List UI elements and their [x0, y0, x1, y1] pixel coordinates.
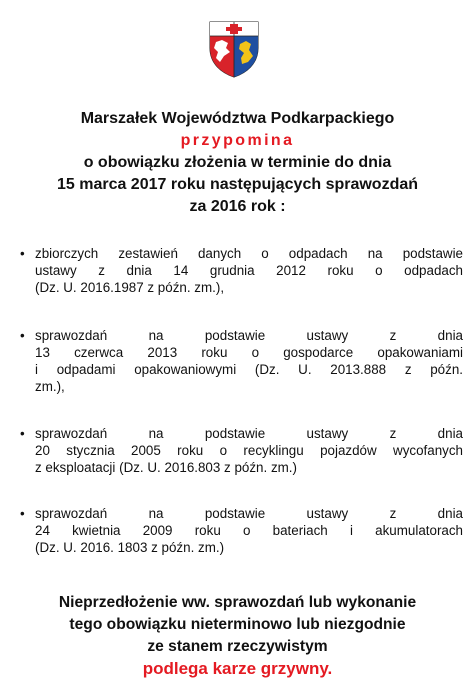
list-item-line: 13 czerwca 2013 roku o gospodarce opakowaniami — [35, 345, 463, 360]
footer-line-1: Nieprzedłożenie ww. sprawozdań lub wykonanie — [58, 594, 417, 611]
list-item — [20, 245, 463, 296]
header — [0, 108, 475, 218]
list-item — [20, 505, 463, 556]
footer-notice — [0, 592, 475, 680]
list-item — [20, 425, 463, 476]
list-item-line: ustawy z dnia 14 grudnia 2012 roku o odpadach — [35, 263, 463, 278]
header-title: Marszałek Województwa Podkarpackiego — [80, 110, 395, 127]
header-text-line-4: 15 marca 2017 roku następujących sprawozdań — [56, 176, 419, 193]
list-item-line: 20 stycznia 2005 roku o recyklingu pojazdów wycofanych — [35, 443, 463, 458]
bullet-icon: • — [20, 246, 25, 261]
bullet-icon: • — [20, 328, 25, 343]
list-item-line: sprawozdań na podstawie ustawy z dnia — [35, 426, 463, 441]
header-text-line-5: za 2016 rok : — [189, 198, 286, 215]
list-item-line: zbiorczych zestawień danych o odpadach na podstawie — [35, 246, 463, 261]
list-item-line: i odpadami opakowaniowymi (Dz. U. 2013.888 z późn. — [35, 362, 463, 377]
list-item-line: 24 kwietnia 2009 roku o bateriach i akumulatorach — [35, 523, 463, 538]
list-item-line: sprawozdań na podstawie ustawy z dnia — [35, 506, 463, 521]
list-item-line: zm.), — [35, 379, 65, 394]
list-item-line: z eksploatacji (Dz. U. 2016.803 z późn. zm.) — [35, 460, 297, 475]
bullet-icon: • — [20, 426, 25, 441]
header-reminder: przypomina — [180, 132, 295, 149]
footer-line-3: ze stanem rzeczywistym — [147, 638, 328, 655]
bullet-icon: • — [20, 506, 25, 521]
coat-of-arms-icon — [208, 20, 260, 78]
list-item-line: (Dz. U. 2016. 1803 z późn. zm.) — [35, 540, 225, 555]
header-text-line-3: o obowiązku złożenia w terminie do dnia — [83, 154, 392, 171]
footer-penalty: podlega karze grzywny. — [142, 659, 333, 678]
list-item-line: (Dz. U. 2016.1987 z późn. zm.), — [35, 280, 225, 295]
report-list — [20, 245, 463, 587]
footer-line-2: tego obowiązku nieterminowo lub niezgodnie — [69, 616, 406, 633]
list-item-line: sprawozdań na podstawie ustawy z dnia — [35, 328, 463, 343]
list-item — [20, 327, 463, 395]
